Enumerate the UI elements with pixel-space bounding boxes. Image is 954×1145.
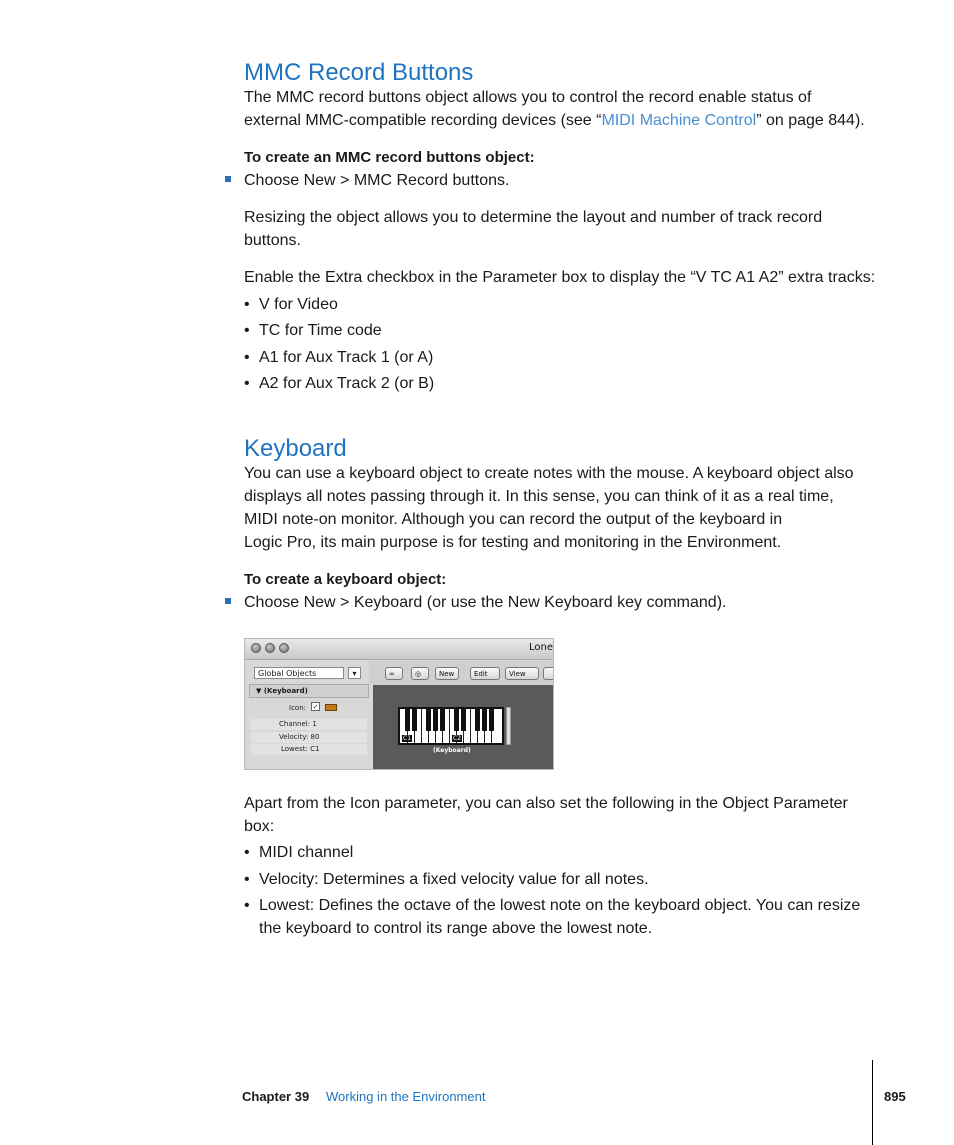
icon-param-label: Icon:	[289, 704, 306, 712]
mmc-extra-text: Enable the Extra checkbox in the Parameter box to display the “V TC A1 A2” extra tracks:	[244, 269, 876, 286]
mmc-resize-line1: Resizing the object allows you to determine the layout and number of track record	[244, 209, 823, 226]
window-titlebar	[245, 639, 553, 660]
section-heading-keyboard: Keyboard	[244, 435, 347, 462]
footer-chapter-title[interactable]: Working in the Environment	[326, 1089, 486, 1104]
mmc-resize-line2: buttons.	[244, 232, 301, 249]
bullet-dot: •	[244, 897, 250, 914]
key-label-c1: C1	[403, 735, 412, 742]
midi-machine-control-link[interactable]: MIDI Machine Control	[601, 112, 757, 129]
channel-row[interactable]	[251, 719, 367, 730]
link-icon[interactable]: ∞	[385, 667, 403, 680]
keyboard-task-title: To create a keyboard object:	[244, 571, 447, 588]
window-close-icon	[251, 643, 261, 653]
channel-value: Channel: 1	[279, 720, 317, 728]
chevron-down-icon[interactable]: ▾	[348, 667, 361, 679]
midi-thru-icon[interactable]: ◎	[411, 667, 429, 680]
bullet-dot: •	[244, 322, 250, 339]
keyboard-bullet-1: MIDI channel	[259, 844, 354, 861]
key-label-c2: C2	[453, 735, 462, 742]
edit-menu[interactable]: Edit	[470, 667, 500, 680]
lowest-value: Lowest: C1	[281, 745, 320, 753]
keyboard-after-line2: box:	[244, 818, 275, 835]
mmc-task-title: To create an MMC record buttons object:	[244, 149, 535, 166]
bullet-dot: •	[244, 844, 250, 861]
layer-select[interactable]: Global Objects	[254, 667, 344, 679]
mmc-intro-text-a: external MMC-compatible recording devices (see “	[244, 112, 602, 129]
keyboard-step: Choose New > Keyboard (or use the New Keyboard key command).	[244, 594, 727, 611]
keyboard-bullet-3-line2: the keyboard to control its range above the lowest note.	[259, 920, 653, 937]
keyboard-after-line1: Apart from the Icon parameter, you can also set the following in the Object Parameter	[244, 795, 848, 812]
more-menu[interactable]	[543, 667, 554, 680]
mmc-intro-line2	[244, 109, 865, 132]
bullet-dot: •	[244, 296, 250, 313]
mmc-bullet-4: A2 for Aux Track 2 (or B)	[259, 375, 435, 392]
icon-checkbox[interactable]: ✓	[312, 703, 319, 711]
mmc-step: Choose New > MMC Record buttons.	[244, 172, 510, 189]
view-menu[interactable]: View	[505, 667, 539, 680]
keyboard-caption: (Keyboard)	[433, 747, 471, 754]
environment-window-screenshot	[244, 638, 554, 770]
mmc-bullet-2: TC for Time code	[259, 322, 382, 339]
velocity-value: Velocity: 80	[279, 733, 320, 741]
new-menu[interactable]: New	[435, 667, 459, 680]
keyboard-intro-line1: You can use a keyboard object to create notes with the mouse. A keyboard object also	[244, 465, 854, 482]
keyboard-intro-line3: MIDI note-on monitor. Although you can record the output of the keyboard in	[244, 511, 783, 528]
footer-divider	[872, 1060, 873, 1145]
bullet-dot: •	[244, 375, 250, 392]
mmc-bullet-3: A1 for Aux Track 1 (or A)	[259, 349, 434, 366]
keyboard-icon	[325, 704, 337, 711]
velocity-row[interactable]	[251, 732, 367, 743]
keyboard-scrollbar[interactable]	[506, 707, 511, 745]
environment-canvas	[373, 685, 554, 770]
window-zoom-icon	[279, 643, 289, 653]
step-bullet-square-icon	[225, 598, 231, 604]
keyboard-bullet-2: Velocity: Determines a fixed velocity value for all notes.	[259, 871, 649, 888]
keyboard-intro-line4: Logic Pro, its main purpose is for testing and monitoring in the Environment.	[244, 534, 782, 551]
page-number: 895	[884, 1089, 906, 1104]
mmc-intro-text-b: ” on page 844).	[756, 112, 865, 129]
keyboard-object[interactable]	[398, 707, 504, 745]
keyboard-intro-line2: displays all notes passing through it. In this sense, you can think of it as a real time,	[244, 488, 834, 505]
bullet-dot: •	[244, 871, 250, 888]
bullet-dot: •	[244, 349, 250, 366]
section-heading-mmc: MMC Record Buttons	[244, 59, 474, 86]
keyboard-bullet-3-line1: Lowest: Defines the octave of the lowest note on the keyboard object. You can resize	[259, 897, 861, 914]
mmc-bullet-1: V for Video	[259, 296, 338, 313]
object-name-header[interactable]: ▼ (Keyboard)	[249, 684, 369, 698]
footer-chapter: Chapter 39	[242, 1089, 310, 1104]
mmc-intro-line1: The MMC record buttons object allows you to control the record enable status of	[244, 89, 812, 106]
step-bullet-square-icon	[225, 176, 231, 182]
lowest-row[interactable]	[251, 744, 367, 755]
window-minimize-icon	[265, 643, 275, 653]
window-title: Lone	[529, 642, 554, 653]
